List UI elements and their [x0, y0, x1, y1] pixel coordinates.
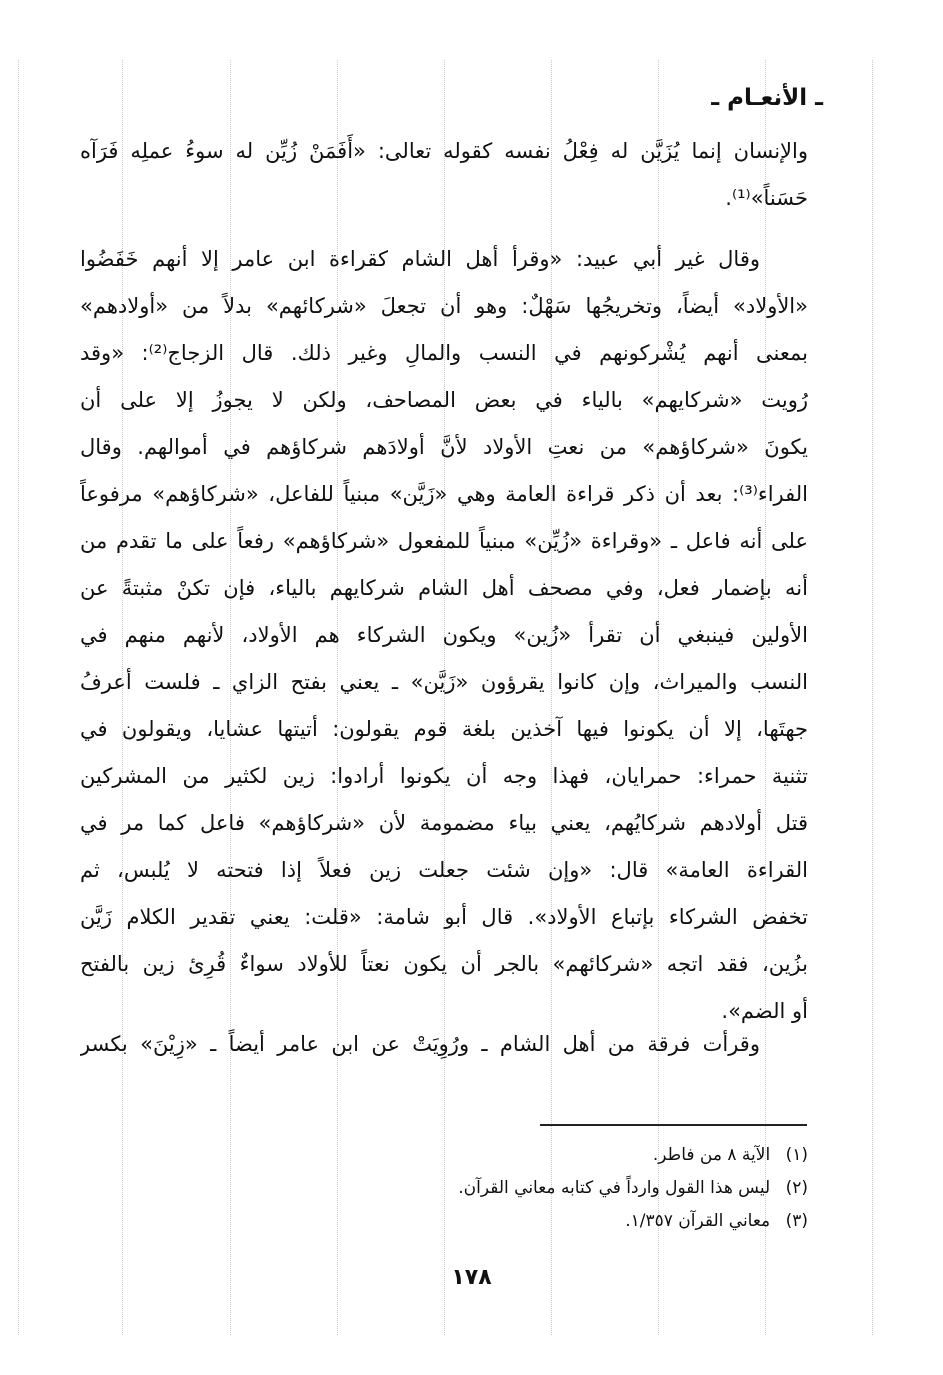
- text-line: وقرأت فرقة من أهل الشام ـ ورُوِيَتْ عن ابن عامر أيضاً ـ «زِيْنَ» بكسر: [80, 1032, 760, 1056]
- footnote-number: (١): [785, 1145, 808, 1165]
- text-line: بمعنى أنهم يُشْركونهم في النسب والمالِ وغير ذلك. قال الزجاج⁽²⁾: «وقد: [80, 341, 808, 365]
- text-line: «الأولاد» أيضاً، وتخريجُها سَهْلٌ: وهو أن تجعلَ «شركائهم» بدلاً من «أولادهم»: [80, 294, 808, 318]
- footnote-text: الآية ٨ من فاطر.: [652, 1145, 771, 1165]
- text-line: على أنه فاعل ـ «وقراءة «زُيِّن» مبنياً للمفعول «شركاؤهم» رفعاً على ما تقدم من: [80, 529, 808, 553]
- scan-guide-line: [872, 60, 873, 1335]
- paragraph-2: [80, 236, 808, 1035]
- text-line: أو الضم».: [721, 999, 808, 1023]
- text-line: الفراء⁽³⁾: بعد أن ذكر قراءة العامة وهي «زَيَّن» مبنياً للفاعل، «شركاؤهم» مرفوعاً: [80, 482, 808, 506]
- footnotes: [458, 1139, 808, 1238]
- running-header: ـ الأنعـام ـ: [711, 85, 823, 111]
- page-number: ١٧٨: [451, 1265, 492, 1290]
- text-line: الأولين فينبغي أن تقرأ «زُين» ويكون الشركاء هم الأولاد، لأنهم منهم في: [80, 623, 808, 647]
- text-line: تثنية حمراء: حمرايان، فهذا وجه أن يكونوا أرادوا: زين لكثير من المشركين: [80, 764, 808, 788]
- paragraph-1: [80, 128, 808, 222]
- text-line: تخفض الشركاء بإتباع الأولاد». قال أبو شامة: «قلت: يعني تقدير الكلام زَيَّن: [80, 905, 808, 929]
- footnote-item: [458, 1139, 808, 1172]
- text-line: القراءة العامة» قال: «وإن شئت جعلت زين فعلاً إذا فتحته لا يُلبس، ثم: [80, 858, 808, 882]
- text-line: وقال غير أبي عبيد: «وقرأ أهل الشام كقراءة ابن عامر إلا أنهم خَفَضُوا: [80, 247, 760, 271]
- text-line: يكونَ «شركاؤهم» من نعتِ الأولاد لأنَّ أولادَهم شركاؤهم في أموالهم. وقال: [80, 435, 808, 459]
- footnote-divider: [540, 1124, 807, 1126]
- scan-guide-line: [18, 60, 19, 1335]
- text-line: رُويت «شركايهم» بالياء في بعض المصاحف، ولكن لا يجوزُ إلا على أن: [80, 388, 808, 412]
- text-line: قتل أولادهم شركايُهم، يعني بياء مضمومة لأن «شركاؤهم» فاعل كما مر في: [80, 811, 808, 835]
- text-line: أنه بإضمار فعل، وفي مصحف أهل الشام شركايهم بالياء، فإن تكنْ مثبتةً عن: [80, 576, 808, 600]
- text-line: حَسَناً»⁽¹⁾.: [725, 186, 808, 210]
- footnote-number: (٢): [785, 1178, 808, 1198]
- footnote-item: [458, 1172, 808, 1205]
- footnote-text: ليس هذا القول وارداً في كتابه معاني القرآن.: [458, 1178, 771, 1198]
- text-line: جهتَها، إلا أن يكونوا فيها آخذين بلغة قوم يقولون: أتيتها عشايا، ويقولون في: [80, 717, 808, 741]
- paragraph-3: [80, 1021, 808, 1068]
- footnote-text: معاني القرآن ١/٣٥٧.: [625, 1211, 771, 1231]
- text-line: والإنسان إنما يُزَيَّن له فِعْلُ نفسه كقوله تعالى: «أَفَمَنْ زُيِّن له سوءُ عملِه فَرَآه: [80, 139, 808, 163]
- text-line: بزُين، فقد اتجه «شركائهم» بالجر أن يكون نعتاً للأولاد سواءٌ قُرِئ زين بالفتح: [80, 952, 808, 976]
- text-line: النسب والميراث، وإن كانوا يقرؤون «زَيَّن» ـ يعني بفتح الزاي ـ فلست أعرفُ: [80, 670, 808, 694]
- footnote-item: [458, 1205, 808, 1238]
- footnote-number: (٣): [785, 1211, 808, 1231]
